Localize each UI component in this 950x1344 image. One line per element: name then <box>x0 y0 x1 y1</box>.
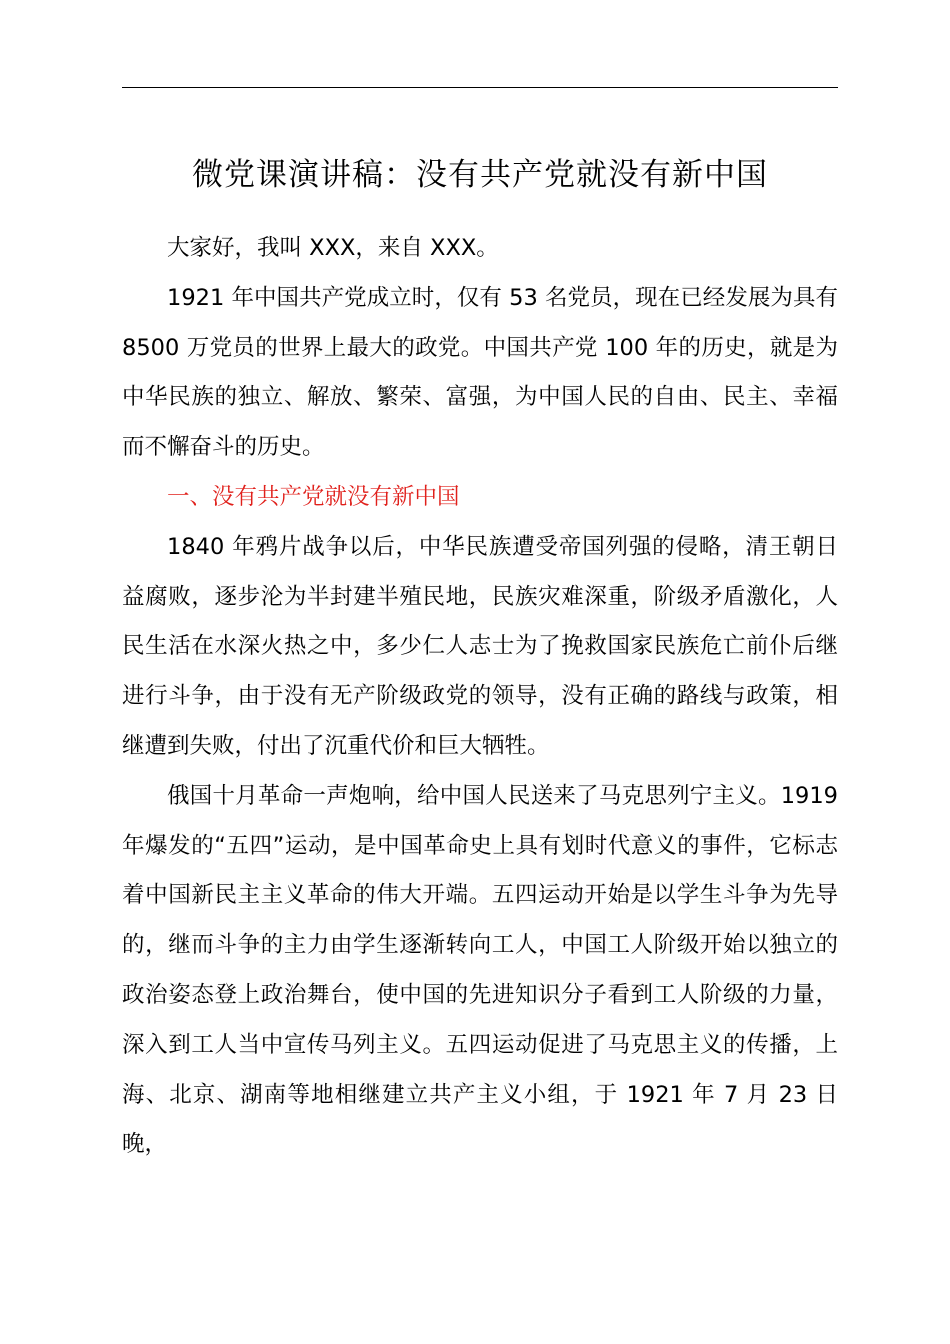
history-paragraph: 1840 年鸦片战争以后，中华民族遭受帝国列强的侵略，清王朝日益腐败，逐步沦为半封建半殖民地，民族灾难深重，阶级矛盾激化，人民生活在水深火热之中，多少仁人志士为了挽救国家民族危亡前仆后继进行斗争，由于没有无产阶级政党的领导，没有正确的路线与政策，相继遭到失败，付出了沉重代价和巨大牺牲。 <box>122 533 838 759</box>
section-heading: 一、没有共产党就没有新中国 <box>167 483 460 510</box>
document-title: 微党课演讲稿：没有共产党就没有新中国 <box>192 157 768 193</box>
may-fourth-paragraph: 俄国十月革命一声炮响，给中国人民送来了马克思列宁主义。1919 年爆发的“五四”运动，是中国革命史上具有划时代意义的事件，它标志着中国新民主主义革命的伟大开端。五四运动开始是以学生斗争为先导的，继而斗争的主力由学生逐渐转向工人，中国工人阶级开始以独立的政治姿态登上政治舞台，使中国的先进知识分子看到工人阶级的力量，深入到工人当中宣传马列主义。五四运动促进了马克思主义的传播，上海、北京、湖南等地相继建立共产主义小组，于 1921 年 7 月 23 日晚， <box>122 782 838 1158</box>
header-rule <box>122 87 838 88</box>
document-body <box>122 224 838 1170</box>
greeting-paragraph: 大家好，我叫 XXX，来自 XXX。 <box>167 235 499 261</box>
intro-paragraph: 1921 年中国共产党成立时，仅有 53 名党员，现在已经发展为具有 8500 万党员的世界上最大的政党。中国共产党 100 年的历史，就是为中华民族的独立、解放、繁荣、富强，为中国人民的自由、民主、幸福而不懈奋斗的历史。 <box>122 284 838 461</box>
